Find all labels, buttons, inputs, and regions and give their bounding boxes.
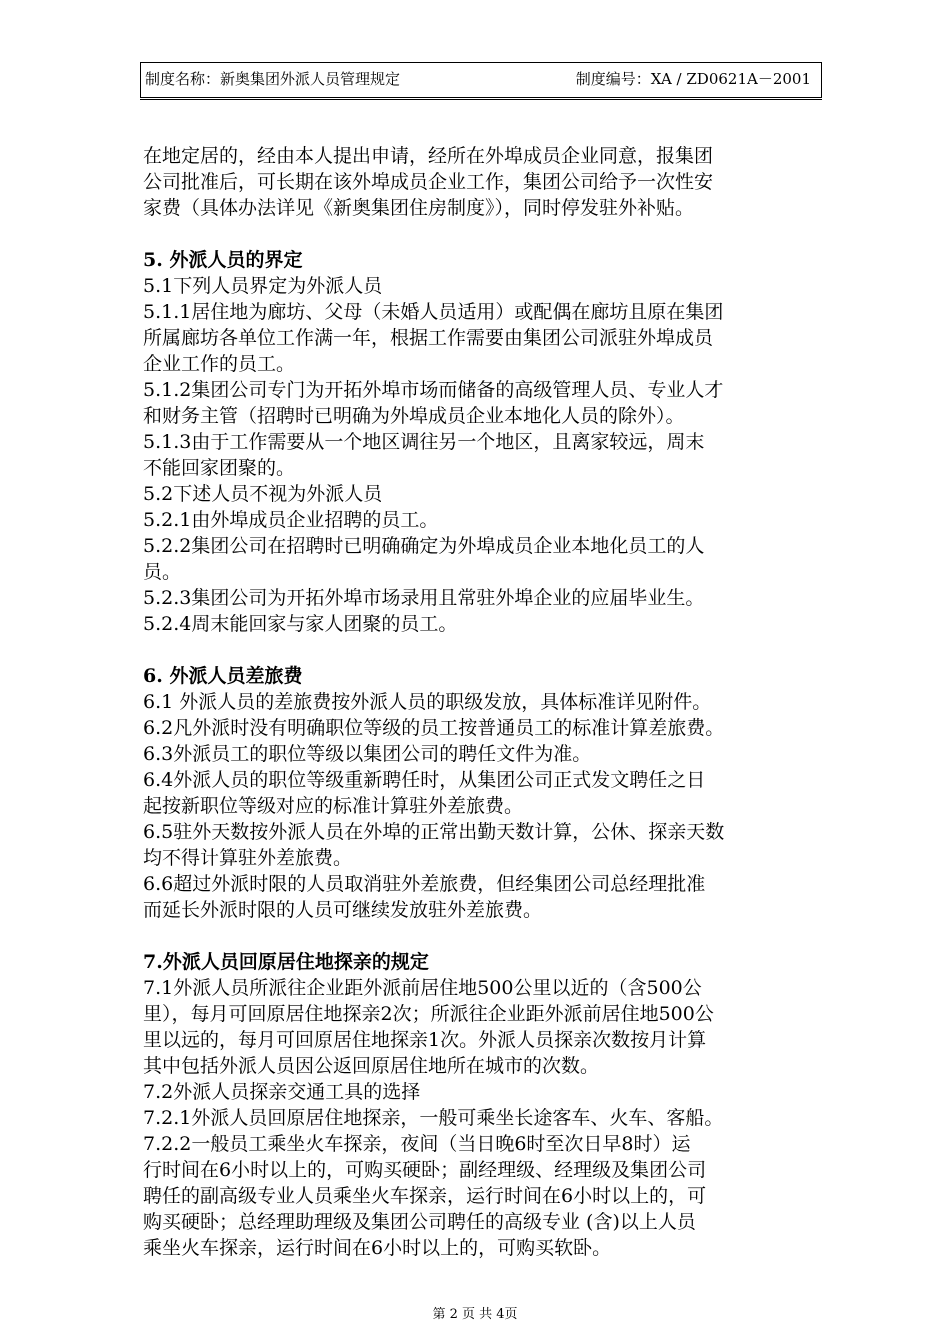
paragraph-line: 6.5驻外天数按外派人员在外埠的正常出勤天数计算，公休、探亲天数 xyxy=(143,821,725,843)
paragraph-line: 7.2外派人员探亲交通工具的选择 xyxy=(143,1081,421,1103)
paragraph-line: 5.1.3由于工作需要从一个地区调往另一个地区，且离家较远，周末 xyxy=(143,431,705,453)
paragraph-line: 均不得计算驻外差旅费。 xyxy=(143,847,353,869)
paragraph-line: 6.3外派员工的职位等级以集团公司的聘任文件为准。 xyxy=(143,743,592,765)
document-body xyxy=(143,143,825,1261)
page-number: 第 2 页 共 4页 xyxy=(432,1307,518,1322)
section-7-heading: 7.外派人员回原居住地探亲的规定 xyxy=(143,951,429,973)
paragraph-line: 而延长外派时限的人员可继续发放驻外差旅费。 xyxy=(143,899,543,921)
header-rule xyxy=(140,99,822,100)
paragraph-line: 所属廊坊各单位工作满一年，根据工作需要由集团公司派驻外埠成员 xyxy=(143,327,714,349)
paragraph-line: 5.1.1居住地为廊坊、父母（未婚人员适用）或配偶在廊坊且原在集团 xyxy=(143,301,724,323)
paragraph-line: 行时间在6小时以上的，可购买硬卧；副经理级、经理级及集团公司 xyxy=(143,1159,707,1181)
paragraph-line: 5.2.3集团公司为开拓外埠市场录用且常驻外埠企业的应届毕业生。 xyxy=(143,587,705,609)
paragraph-line: 5.2.4周末能回家与家人团聚的员工。 xyxy=(143,613,458,635)
paragraph-line: 6.2凡外派时没有明确职位等级的员工按普通员工的标准计算差旅费。 xyxy=(143,717,725,739)
paragraph-line: 6.4外派人员的职位等级重新聘任时，从集团公司正式发文聘任之日 xyxy=(143,769,706,791)
paragraph-line: 5.1.2集团公司专门为开拓外埠市场而储备的高级管理人员、专业人才 xyxy=(143,379,724,401)
paragraph-line: 聘任的副高级专业人员乘坐火车探亲，运行时间在6小时以上的，可 xyxy=(143,1185,707,1207)
paragraph-line: 乘坐火车探亲，运行时间在6小时以上的，可购买软卧。 xyxy=(143,1237,612,1259)
paragraph-line: 6.1 外派人员的差旅费按外派人员的职级发放，具体标准详见附件。 xyxy=(143,691,712,713)
paragraph-line: 5.2下述人员不视为外派人员 xyxy=(143,483,383,505)
paragraph-line: 和财务主管（招聘时已明确为外埠成员企业本地化人员的除外）。 xyxy=(143,405,685,427)
intro-line: 在地定居的，经由本人提出申请，经所在外埠成员企业同意，报集团 xyxy=(143,145,714,167)
section-5-heading: 5. 外派人员的界定 xyxy=(143,249,303,271)
document-header xyxy=(140,62,822,98)
paragraph-line: 里以远的，每月可回原居住地探亲1次。外派人员探亲次数按月计算 xyxy=(143,1029,707,1051)
regulation-number: 制度编号：XA / ZD0621A－2001 xyxy=(575,70,811,88)
paragraph-line: 5.2.2集团公司在招聘时已明确确定为外埠成员企业本地化员工的人 xyxy=(143,535,705,557)
paragraph-line: 购买硬卧；总经理助理级及集团公司聘任的高级专业 (含)以上人员 xyxy=(143,1211,696,1233)
intro-line: 公司批准后，可长期在该外埠成员企业工作，集团公司给予一次性安 xyxy=(143,171,714,193)
paragraph-line: 员。 xyxy=(143,561,182,583)
paragraph-line: 7.2.1外派人员回原居住地探亲，一般可乘坐长途客车、火车、客船。 xyxy=(143,1107,724,1129)
paragraph-line: 不能回家团聚的。 xyxy=(143,457,296,479)
paragraph-line: 5.2.1由外埠成员企业招聘的员工。 xyxy=(143,509,439,531)
paragraph-line: 7.1外派人员所派往企业距外派前居住地500公里以近的（含500公 xyxy=(143,977,702,999)
paragraph-line: 7.2.2一般员工乘坐火车探亲，夜间（当日晚6时至次日早8时）运 xyxy=(143,1133,691,1155)
paragraph-line: 起按新职位等级对应的标准计算驻外差旅费。 xyxy=(143,795,524,817)
paragraph-line: 6.6超过外派时限的人员取消驻外差旅费，但经集团公司总经理批准 xyxy=(143,873,706,895)
paragraph-line: 其中包括外派人员因公返回原居住地所在城市的次数。 xyxy=(143,1055,600,1077)
paragraph-line: 企业工作的员工。 xyxy=(143,353,296,375)
section-6-heading: 6. 外派人员差旅费 xyxy=(143,665,303,687)
paragraph-line: 5.1下列人员界定为外派人员 xyxy=(143,275,383,297)
intro-line: 家费（具体办法详见《新奥集团住房制度》），同时停发驻外补贴。 xyxy=(143,197,695,219)
paragraph-line: 里），每月可回原居住地探亲2次；所派往企业距外派前居住地500公 xyxy=(143,1003,714,1025)
regulation-name: 制度名称：新奥集团外派人员管理规定 xyxy=(145,70,401,88)
